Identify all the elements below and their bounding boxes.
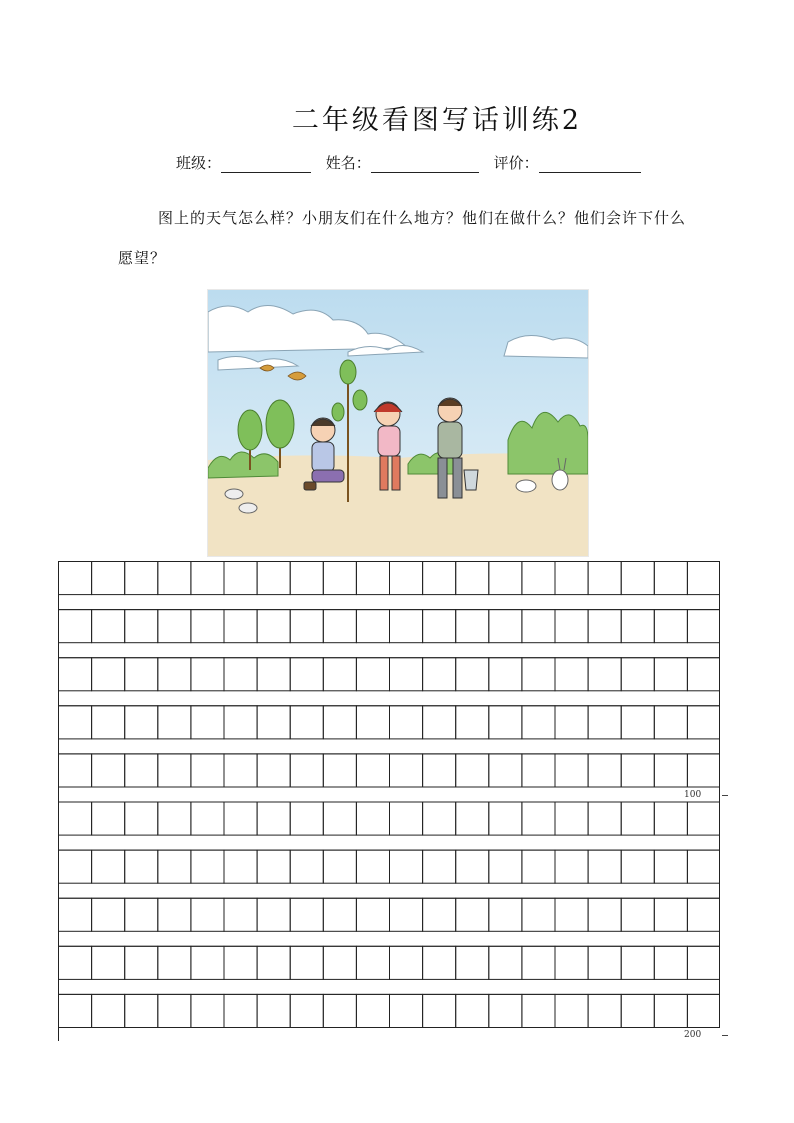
grid-cell[interactable] (687, 850, 720, 883)
grid-cell[interactable] (257, 562, 290, 595)
word-count-tick (722, 1035, 728, 1036)
grid-cell[interactable] (555, 706, 588, 739)
grid-cell[interactable] (125, 754, 158, 787)
grid-cell[interactable] (522, 898, 555, 931)
grid-cell[interactable] (257, 802, 290, 835)
grid-cell[interactable] (621, 850, 654, 883)
grid-cell[interactable] (489, 802, 522, 835)
grid-cell[interactable] (621, 658, 654, 691)
grid-cell[interactable] (390, 946, 423, 979)
grid-cell[interactable] (92, 946, 125, 979)
grid-cell[interactable] (59, 562, 92, 595)
grid-cell[interactable] (555, 898, 588, 931)
grid-cell[interactable] (125, 802, 158, 835)
grid-cell[interactable] (356, 754, 389, 787)
grid-cell[interactable] (59, 706, 92, 739)
grid-cell[interactable] (92, 658, 125, 691)
grid-cell[interactable] (522, 610, 555, 643)
grid-cell[interactable] (191, 802, 224, 835)
grid-cell[interactable] (158, 946, 191, 979)
grid-cell[interactable] (654, 562, 687, 595)
grid-cell[interactable] (356, 706, 389, 739)
grid-cell[interactable] (522, 562, 555, 595)
class-blank[interactable] (221, 156, 311, 173)
grid-cell[interactable] (588, 658, 621, 691)
grid-cell[interactable] (621, 898, 654, 931)
grid-cell[interactable] (390, 898, 423, 931)
grid-cell[interactable] (489, 706, 522, 739)
grid-cell[interactable] (456, 898, 489, 931)
grid-cell[interactable] (390, 802, 423, 835)
picture-illustration (208, 290, 588, 556)
grid-cell[interactable] (621, 754, 654, 787)
grid-cell[interactable] (158, 994, 191, 1027)
grid-cell[interactable] (191, 610, 224, 643)
grid-cell[interactable] (654, 802, 687, 835)
grid-cell[interactable] (323, 898, 356, 931)
grid-cell[interactable] (522, 994, 555, 1027)
writing-grid[interactable] (58, 561, 720, 1041)
grid-cell[interactable] (59, 610, 92, 643)
grid-cell[interactable] (588, 946, 621, 979)
grid-cell[interactable] (654, 754, 687, 787)
grid-cell[interactable] (92, 754, 125, 787)
grid-cell[interactable] (224, 850, 257, 883)
grid-cell[interactable] (621, 946, 654, 979)
grid-cell[interactable] (224, 754, 257, 787)
grid-cell[interactable] (92, 562, 125, 595)
grid-cell[interactable] (257, 706, 290, 739)
grid-cell[interactable] (423, 706, 456, 739)
grid-cell[interactable] (621, 610, 654, 643)
grid-cell[interactable] (158, 850, 191, 883)
grid-cell[interactable] (621, 706, 654, 739)
grid-cell[interactable] (92, 610, 125, 643)
grid-cell[interactable] (621, 802, 654, 835)
grid-cell[interactable] (224, 994, 257, 1027)
grid-cell[interactable] (356, 610, 389, 643)
grid-cell[interactable] (224, 562, 257, 595)
grid-cell[interactable] (522, 658, 555, 691)
grid-cell[interactable] (125, 898, 158, 931)
grid-cell[interactable] (489, 850, 522, 883)
grid-cell[interactable] (555, 562, 588, 595)
grid-cell[interactable] (390, 562, 423, 595)
grid-cell[interactable] (191, 562, 224, 595)
grid-cell[interactable] (323, 610, 356, 643)
grid-cell[interactable] (323, 850, 356, 883)
grid-cell[interactable] (423, 610, 456, 643)
grid-row[interactable] (59, 562, 721, 595)
grid-cell[interactable] (423, 994, 456, 1027)
class-label: 班级： (176, 154, 222, 172)
grid-cell[interactable] (92, 706, 125, 739)
grid-cell[interactable] (654, 946, 687, 979)
grid-cell[interactable] (323, 754, 356, 787)
grid-cell[interactable] (59, 898, 92, 931)
grid-row[interactable] (59, 658, 721, 691)
word-count-mark: 200 (684, 1030, 702, 1040)
grid-cell[interactable] (654, 994, 687, 1027)
grid-cell[interactable] (687, 562, 720, 595)
grid-cell[interactable] (390, 610, 423, 643)
grid-cell[interactable] (257, 754, 290, 787)
name-label: 姓名： (325, 154, 371, 172)
grid-cell[interactable] (687, 802, 720, 835)
grid-cell[interactable] (191, 898, 224, 931)
grid-cell[interactable] (59, 946, 92, 979)
grid-cell[interactable] (125, 610, 158, 643)
grid-cell[interactable] (687, 946, 720, 979)
grid-cell[interactable] (456, 658, 489, 691)
grid-cell[interactable] (224, 610, 257, 643)
grid-cell[interactable] (158, 658, 191, 691)
grid-cell[interactable] (290, 850, 323, 883)
grid-cell[interactable] (158, 802, 191, 835)
grid-cell[interactable] (224, 802, 257, 835)
writing-prompt: 图上的天气怎么样？小朋友们在什么地方？他们在做什么？他们会许下什么愿望？ (118, 209, 687, 267)
grid-cell[interactable] (224, 898, 257, 931)
grid-cell[interactable] (423, 658, 456, 691)
grid-cell[interactable] (654, 850, 687, 883)
grid-cell[interactable] (588, 562, 621, 595)
grid-cell[interactable] (92, 994, 125, 1027)
grid-row[interactable] (59, 898, 721, 931)
grid-cell[interactable] (257, 898, 290, 931)
grid-row[interactable] (59, 802, 721, 835)
grid-cell[interactable] (125, 706, 158, 739)
grid-cell[interactable] (588, 754, 621, 787)
grid-cell[interactable] (555, 802, 588, 835)
grid-cell[interactable] (588, 994, 621, 1027)
grid-cell[interactable] (621, 994, 654, 1027)
grid-cell[interactable] (356, 658, 389, 691)
grid-cell[interactable] (489, 898, 522, 931)
grid-row[interactable] (59, 610, 721, 643)
grid-cell[interactable] (423, 898, 456, 931)
grid-cell[interactable] (224, 706, 257, 739)
grid-cell[interactable] (125, 946, 158, 979)
grid-cell[interactable] (158, 562, 191, 595)
grid-cell[interactable] (456, 706, 489, 739)
grid-cell[interactable] (456, 754, 489, 787)
grid-cell[interactable] (290, 754, 323, 787)
grid-cell[interactable] (522, 706, 555, 739)
grid-cell[interactable] (290, 802, 323, 835)
grid-cell[interactable] (555, 610, 588, 643)
grid-cell[interactable] (522, 754, 555, 787)
grid-cell[interactable] (588, 706, 621, 739)
grid-cell[interactable] (323, 658, 356, 691)
grid-cell[interactable] (125, 658, 158, 691)
grid-cell[interactable] (224, 946, 257, 979)
grid-cell[interactable] (687, 658, 720, 691)
grid-cell[interactable] (356, 562, 389, 595)
grid-cell[interactable] (290, 658, 323, 691)
grid-cell[interactable] (323, 562, 356, 595)
grid-cell[interactable] (489, 994, 522, 1027)
grid-cell[interactable] (92, 802, 125, 835)
word-count-mark: 100 (684, 789, 702, 800)
grid-cell[interactable] (687, 610, 720, 643)
grid-row[interactable] (59, 754, 721, 787)
grid-cell[interactable] (423, 802, 456, 835)
grid-cell[interactable] (125, 994, 158, 1027)
grid-cell[interactable] (356, 898, 389, 931)
grid-cell[interactable] (323, 706, 356, 739)
grid-cell[interactable] (489, 562, 522, 595)
grid-cell[interactable] (224, 658, 257, 691)
grid-cell[interactable] (158, 610, 191, 643)
grid-cell[interactable] (323, 802, 356, 835)
grid-cell[interactable] (257, 994, 290, 1027)
grid-cell[interactable] (489, 658, 522, 691)
grid-cell[interactable] (390, 658, 423, 691)
grid-cell[interactable] (654, 658, 687, 691)
grid-cell[interactable] (423, 850, 456, 883)
grid-cell[interactable] (323, 994, 356, 1027)
grid-cell[interactable] (59, 994, 92, 1027)
grid-row[interactable] (59, 946, 721, 979)
grid-cell[interactable] (125, 562, 158, 595)
grid-cell[interactable] (92, 850, 125, 883)
grid-cell[interactable] (257, 610, 290, 643)
grid-cell[interactable] (290, 562, 323, 595)
grid-cell[interactable] (456, 610, 489, 643)
grid-cell[interactable] (654, 898, 687, 931)
grid-cell[interactable] (654, 706, 687, 739)
grid-cell[interactable] (522, 850, 555, 883)
name-blank[interactable] (371, 156, 479, 173)
grid-cell[interactable] (456, 850, 489, 883)
grid-cell[interactable] (290, 898, 323, 931)
grid-cell[interactable] (588, 610, 621, 643)
grid-cell[interactable] (588, 802, 621, 835)
grid-cell[interactable] (423, 946, 456, 979)
grid-cell[interactable] (390, 754, 423, 787)
grid-cell[interactable] (191, 706, 224, 739)
grid-cell[interactable] (489, 946, 522, 979)
grid-cell[interactable] (257, 658, 290, 691)
grid-cell[interactable] (588, 850, 621, 883)
grid-cell[interactable] (423, 562, 456, 595)
grid-cell[interactable] (191, 754, 224, 787)
score-label: 评价： (493, 154, 539, 172)
grid-cell[interactable] (356, 802, 389, 835)
student-info-line (176, 152, 651, 173)
grid-cell[interactable] (191, 994, 224, 1027)
grid-cell[interactable] (555, 946, 588, 979)
grid-cell[interactable] (555, 850, 588, 883)
grid-cell[interactable] (59, 754, 92, 787)
word-count-tick (722, 795, 728, 796)
grid-cell[interactable] (290, 994, 323, 1027)
grid-cell[interactable] (522, 802, 555, 835)
grid-cell[interactable] (257, 850, 290, 883)
grid-cell[interactable] (158, 898, 191, 931)
grid-cell[interactable] (654, 610, 687, 643)
grid-cell[interactable] (257, 946, 290, 979)
grid-cell[interactable] (125, 850, 158, 883)
grid-cell[interactable] (687, 994, 720, 1027)
grid-cell[interactable] (555, 994, 588, 1027)
grid-cell[interactable] (423, 754, 456, 787)
grid-cell[interactable] (555, 658, 588, 691)
grid-cell[interactable] (456, 946, 489, 979)
grid-cell[interactable] (191, 850, 224, 883)
grid-row[interactable] (59, 994, 721, 1027)
grid-cell[interactable] (390, 994, 423, 1027)
grid-cell[interactable] (489, 754, 522, 787)
grid-cell[interactable] (158, 754, 191, 787)
grid-row[interactable] (59, 706, 721, 739)
grid-cell[interactable] (290, 610, 323, 643)
grid-cell[interactable] (191, 658, 224, 691)
grid-cell[interactable] (59, 802, 92, 835)
grid-cell[interactable] (191, 946, 224, 979)
grid-cell[interactable] (522, 946, 555, 979)
grid-cell[interactable] (59, 850, 92, 883)
grid-cell[interactable] (489, 610, 522, 643)
grid-cell[interactable] (555, 754, 588, 787)
grid-cell[interactable] (158, 706, 191, 739)
grid-cell[interactable] (290, 946, 323, 979)
grid-cell[interactable] (390, 706, 423, 739)
score-blank[interactable] (539, 156, 641, 173)
grid-cell[interactable] (456, 562, 489, 595)
grid-cell[interactable] (92, 898, 125, 931)
grid-cell[interactable] (356, 850, 389, 883)
grid-row[interactable] (59, 850, 721, 883)
grid-cell[interactable] (687, 898, 720, 931)
grid-cell[interactable] (323, 946, 356, 979)
grid-cell[interactable] (687, 706, 720, 739)
grid-cell[interactable] (390, 850, 423, 883)
grid-cell[interactable] (356, 946, 389, 979)
grid-cell[interactable] (588, 898, 621, 931)
grid-cell[interactable] (290, 706, 323, 739)
grid-cell[interactable] (59, 658, 92, 691)
page-title: 二年级看图写话训练2 (291, 105, 583, 136)
grid-cell[interactable] (456, 994, 489, 1027)
grid-cell[interactable] (687, 754, 720, 787)
grid-cell[interactable] (456, 802, 489, 835)
grid-cell[interactable] (356, 994, 389, 1027)
grid-cell[interactable] (621, 562, 654, 595)
